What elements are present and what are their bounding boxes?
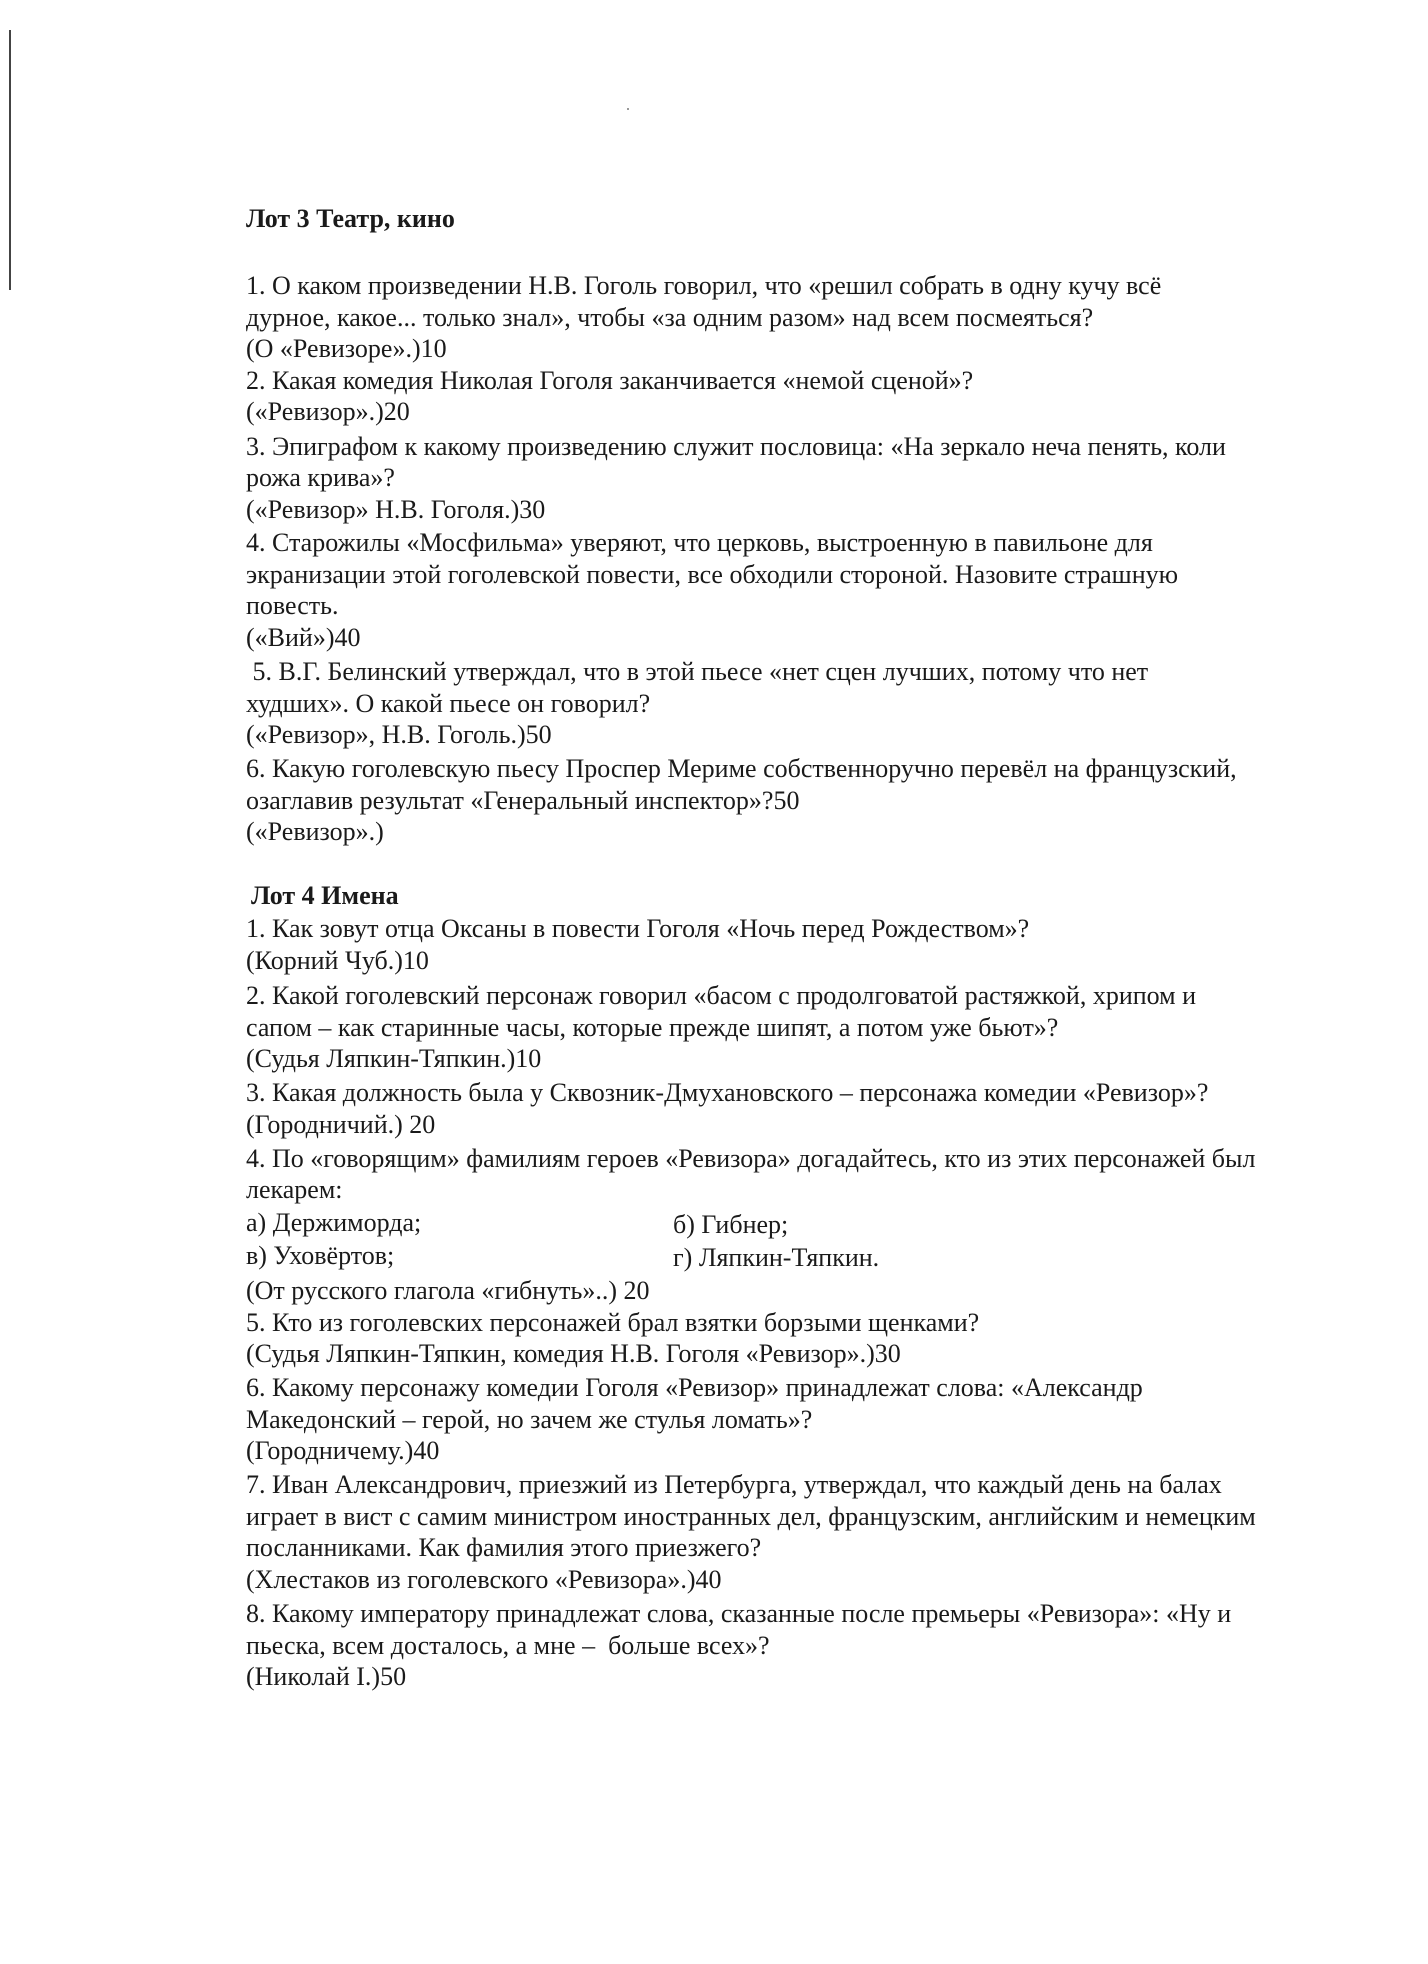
lot3-line: («Ревизор» Н.В. Гоголя.)30 — [246, 495, 546, 524]
lot4-line: (Городничему.)40 — [246, 1436, 440, 1465]
lot4-line: 6. Какому персонажу комедии Гоголя «Ревизор» принадлежат слова: «Александр — [246, 1373, 1143, 1402]
lot3-line: («Ревизор».)20 — [246, 397, 410, 426]
lot3-title: Лот 3 Театр, кино — [246, 204, 455, 233]
lot3-line: («Ревизор».) — [246, 817, 384, 846]
option-v: в) Уховёртов; — [246, 1241, 395, 1270]
lot4-line: (Судья Ляпкин-Тяпкин, комедия Н.В. Гоголя «Ревизор».)30 — [246, 1339, 901, 1368]
lot4-line: играет в вист с самим министром иностранных дел, французским, английским и немецким — [246, 1502, 1256, 1531]
lot3-line: экранизации этой гоголевской повести, все обходили стороной. Назовите страшную — [246, 560, 1179, 589]
lot3-line: 5. В.Г. Белинский утверждал, что в этой пьесе «нет сцен лучших, потому что нет — [246, 657, 1149, 686]
lot3-line: повесть. — [246, 591, 339, 620]
lot3-line: (О «Ревизоре».)10 — [246, 334, 447, 363]
scan-edge-line — [9, 30, 11, 290]
option-g: г) Ляпкин-Тяпкин. — [673, 1243, 880, 1272]
lot3-line: 1. О каком произведении Н.В. Гоголь говорил, что «решил собрать в одну кучу всё — [246, 271, 1162, 300]
lot4-line: (От русского глагола «гибнуть»..) 20 — [246, 1276, 650, 1305]
lot4-line: 2. Какой гоголевский персонаж говорил «басом с продолговатой растяжкой, хрипом и — [246, 981, 1197, 1010]
lot3-line: 3. Эпиграфом к какому произведению служит пословица: «На зеркало неча пенять, коли — [246, 432, 1226, 461]
lot3-line: озаглавив результат «Генеральный инспектор»?50 — [246, 786, 800, 815]
lot4-line: 4. По «говорящим» фамилиям героев «Ревизора» догадайтесь, кто из этих персонажей был — [246, 1144, 1256, 1173]
lot3-line: («Вий»)40 — [246, 623, 361, 652]
scan-speck — [627, 108, 629, 110]
lot3-line: 6. Какую гоголевскую пьесу Проспер Мериме собственноручно перевёл на французский, — [246, 754, 1237, 783]
option-a: а) Держиморда; — [246, 1208, 422, 1237]
lot4-line: (Хлестаков из гоголевского «Ревизора».)40 — [246, 1565, 722, 1594]
lot4-line: лекарем: — [246, 1175, 343, 1204]
lot4-line: 1. Как зовут отца Оксаны в повести Гоголя «Ночь перед Рождеством»? — [246, 914, 1030, 943]
lot4-line: (Корний Чуб.)10 — [246, 946, 429, 975]
lot4-line: (Городничий.) 20 — [246, 1110, 436, 1139]
lot4-title: Лот 4 Имена — [251, 881, 399, 910]
lot4-line: Македонский – герой, но зачем же стулья ломать»? — [246, 1405, 813, 1434]
lot3-line: («Ревизор», Н.В. Гоголь.)50 — [246, 720, 552, 749]
lot3-line: 2. Какая комедия Николая Гоголя заканчивается «немой сценой»? — [246, 366, 974, 395]
lot4-line: 8. Какому императору принадлежат слова, сказанные после премьеры «Ревизора»: «Ну и — [246, 1599, 1232, 1628]
lot4-line: посланниками. Как фамилия этого приезжего? — [246, 1533, 762, 1562]
lot4-line: 5. Кто из гоголевских персонажей брал взятки борзыми щенками? — [246, 1308, 980, 1337]
lot3-line: 4. Старожилы «Мосфильма» уверяют, что церковь, выстроенную в павильоне для — [246, 528, 1153, 557]
lot4-line: 7. Иван Александрович, приезжий из Петербурга, утверждал, что каждый день на балах — [246, 1470, 1222, 1499]
lot3-line: рожа крива»? — [246, 463, 395, 492]
lot4-line: пьеска, всем досталось, а мне – больше всех»? — [246, 1631, 770, 1660]
lot3-line: дурное, какое... только знал», чтобы «за одним разом» над всем посмеяться? — [246, 303, 1094, 332]
lot4-line: (Судья Ляпкин-Тяпкин.)10 — [246, 1044, 542, 1073]
lot3-line: худших». О какой пьесе он говорил? — [246, 689, 651, 718]
lot4-line: (Николай I.)50 — [246, 1662, 407, 1691]
option-b: б) Гибнер; — [673, 1210, 789, 1239]
lot4-line: 3. Какая должность была у Сквозник-Дмухановского – персонажа комедии «Ревизор»? — [246, 1078, 1209, 1107]
lot4-line: сапом – как старинные часы, которые прежде шипят, а потом уже бьют»? — [246, 1013, 1059, 1042]
